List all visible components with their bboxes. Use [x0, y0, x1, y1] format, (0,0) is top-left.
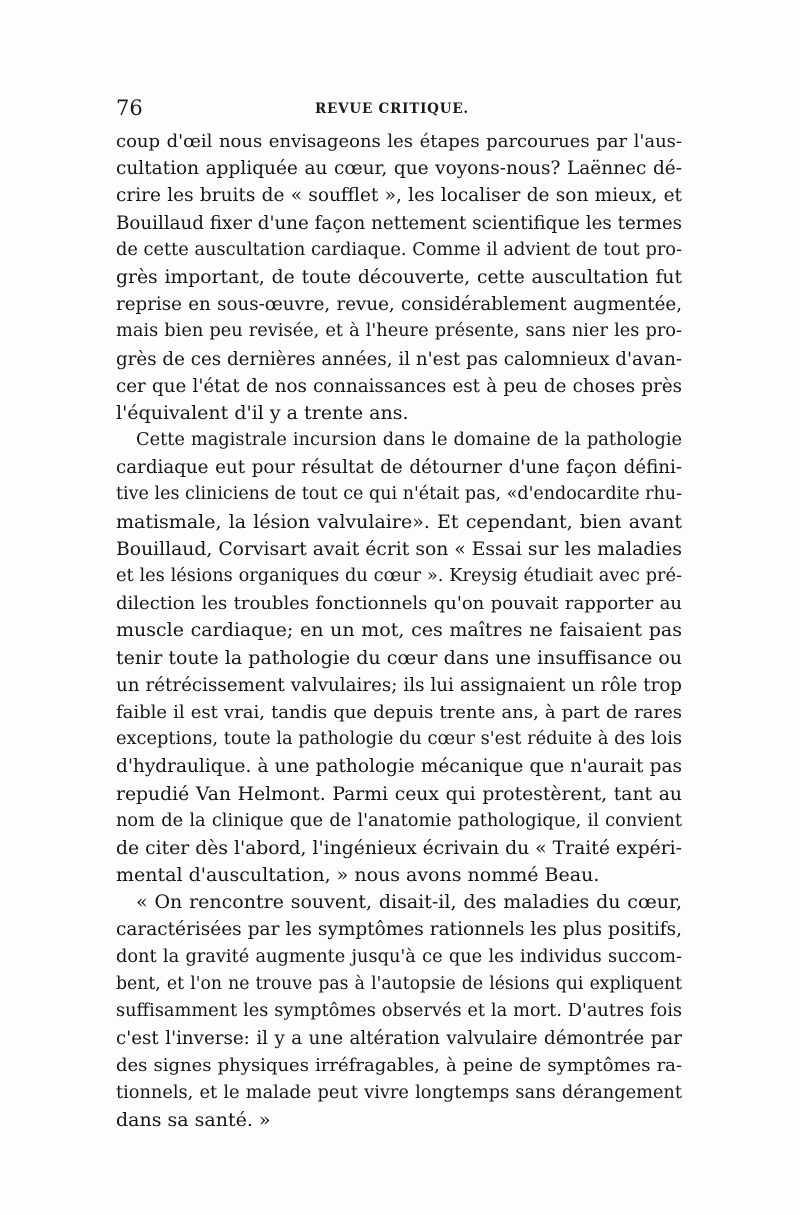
text-line: dilection les troubles fonctionnels qu'on pouvait rapporter au	[116, 593, 682, 615]
text-line: suffisamment les symptômes observés et la mort. D'autres fois	[116, 1001, 682, 1021]
text-line: repudié Van Helmont. Parmi ceux qui protestèrent, tant au	[116, 783, 682, 805]
text-line: dans sa santé. »	[116, 1108, 271, 1131]
running-head	[116, 96, 682, 120]
text-line: de citer dès l'abord, l'ingénieux écrivain du « Traité expéri-	[116, 837, 682, 859]
text-line: Bouillaud, Corvisart avait écrit son « Essai sur les maladies	[116, 538, 682, 560]
text-line: « On rencontre souvent, disait-il, des maladies du cœur,	[136, 891, 682, 914]
text-line: faible il est vrai, tandis que depuis trente ans, à part de rares	[116, 701, 682, 723]
text-line: dont la gravité augmente jusqu'à ce que les individus succom-	[116, 946, 682, 967]
text-line: Cette magistrale incursion dans le domaine de la pathologie	[136, 430, 682, 451]
text-line: cardiaque eut pour résultat de détourner d'une façon défini-	[116, 457, 682, 479]
text-line: tenir toute la pathologie du cœur dans une insuffisance ou	[116, 646, 682, 669]
text-line: nom de la clinique que de l'anatomie pathologique, il convient	[116, 810, 682, 831]
paragraph-1	[116, 128, 682, 427]
text-line: grès important, de toute découverte, cette auscultation fut	[116, 266, 682, 288]
text-line: muscle cardiaque; en un mot, ces maîtres ne faisaient pas	[116, 619, 682, 642]
text-line: exceptions, toute la pathologie du cœur s'est réduite à des lois	[116, 729, 682, 750]
text-line: tionnels, et le malade peut vivre longtemps sans dérangement	[116, 1082, 682, 1103]
text-line: mental d'auscultation, » nous avons nommé Beau.	[116, 864, 600, 887]
text-line: tive les cliniciens de tout ce qui n'était pas, «d'endocardite rhu-	[116, 484, 682, 505]
text-line: grès de ces dernières années, il n'est pas calomnieux d'avan-	[116, 348, 682, 370]
text-line: reprise en sous-œuvre, revue, considérablement augmentée,	[116, 294, 682, 316]
text-line: c'est l'inverse: il y a une altération valvulaire démontrée par	[116, 1028, 682, 1050]
text-line: caractérisées par les symptômes rationnels les plus positifs,	[116, 919, 682, 941]
text-line: des signes physiques irréfragables, à peine de symptômes ra-	[116, 1055, 682, 1077]
text-line: cultation appliquée au cœur, que voyons-nous? Laënnec dé-	[116, 158, 682, 180]
text-line: d'hydraulique. à une pathologie mécanique que n'aurait pas	[116, 756, 682, 778]
text-line: matismale, la lésion valvulaire». Et cependant, bien avant	[116, 510, 682, 533]
text-line: un rétrécissement valvulaires; ils lui assignaient un rôle trop	[116, 674, 682, 696]
text-line: cer que l'état de nos connaissances est à peu de choses près	[116, 375, 682, 397]
text-line: coup d'œil nous envisageons les étapes parcourues par l'aus-	[116, 131, 682, 152]
text-line: de cette auscultation cardiaque. Comme il advient de tout pro-	[116, 239, 682, 260]
text-line: Bouillaud fixer d'une façon nettement scientifique les termes	[116, 212, 682, 234]
body-text	[116, 128, 682, 1134]
text-line: l'équivalent d'il y a trente ans.	[116, 401, 409, 424]
text-line: mais bien peu revisée, et à l'heure présente, sans nier les pro-	[116, 321, 682, 342]
text-line: et les lésions organiques du cœur ». Kreysig étudiait avec pré-	[116, 566, 682, 586]
paragraph-3	[116, 889, 682, 1134]
text-line: bent, et l'on ne trouve pas à l'autopsie de lésions qui expliquent	[116, 973, 682, 994]
page-number: 76	[116, 96, 143, 120]
running-title: REVUE CRITIQUE.	[315, 101, 469, 117]
paragraph-2	[116, 427, 682, 889]
text-line: crire les bruits de « soufflet », les localiser de son mieux, et	[116, 185, 682, 207]
